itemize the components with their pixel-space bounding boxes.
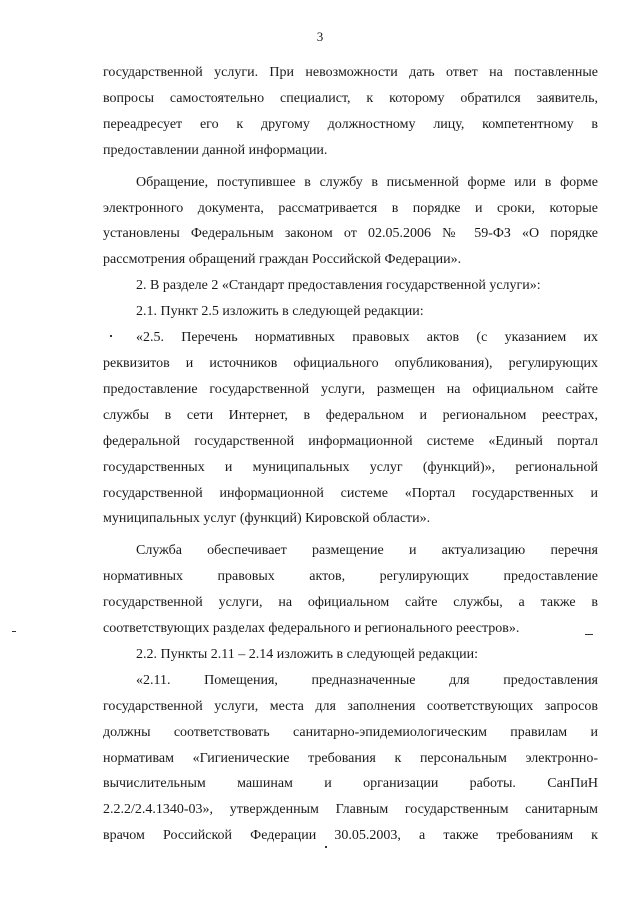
text-line: реквизитов и источников официального опубликования), регулирующих (103, 355, 598, 371)
scan-speck (325, 846, 327, 848)
text-line: государственной услуги, на официальном сайте службы, а также в (103, 595, 598, 611)
document-body (103, 60, 598, 849)
page-number: 3 (316, 29, 324, 44)
text-line: Обращение, поступившее в службу в письменной форме или в форме (136, 174, 598, 190)
text-line: «2.11. Помещения, предназначенные для предоставления (136, 672, 598, 688)
text-line: 2. В разделе 2 «Стандарт предоставления государственной услуги»: (136, 278, 541, 294)
text-line: предоставление государственной услуги, размещен на официальном сайте (103, 381, 598, 397)
text-line: нормативам «Гигиенические требования к персональным электронно- (103, 750, 598, 766)
text-line: 2.1. Пункт 2.5 изложить в следующей редакции: (136, 304, 424, 320)
scan-speck (585, 634, 593, 635)
text-line: государственной услуги. При невозможности дать ответ на поставленные (103, 65, 598, 80)
text-line: государственных и муниципальных услуг (функций)», региональной (103, 459, 598, 475)
text-line: службы в сети Интернет, в федеральном и региональном реестрах, (103, 407, 598, 423)
text-line: нормативных правовых актов, регулирующих предоставление (103, 569, 598, 585)
text-line: предоставлении данной информации. (103, 142, 328, 158)
text-line: электронного документа, рассматривается в порядке и сроки, которые (103, 200, 598, 216)
scan-speck (12, 631, 16, 632)
text-line: соответствующих разделах федерального и регионального реестров». (103, 621, 520, 637)
text-line: вычислительным машинам и организации работы. СанПиН (103, 776, 598, 792)
text-line: врачом Российской Федерации 30.05.2003, а также требованиям к (103, 828, 598, 844)
text-line: государственной информационной системе «Портал государственных и (103, 485, 598, 501)
text-line: 2.2. Пункты 2.11 – 2.14 изложить в следующей редакции: (136, 646, 478, 662)
text-line: федеральной государственной информационной системе «Единый портал (103, 433, 598, 449)
text-line: государственной услуги, места для заполнения соответствующих запросов (103, 698, 598, 714)
scan-speck (110, 335, 112, 337)
text-line: рассмотрения обращений граждан Российской Федерации». (103, 252, 462, 268)
text-line: «2.5. Перечень нормативных правовых актов (с указанием их (136, 330, 598, 346)
text-line: 2.2.2/2.4.1340-03», утвержденным Главным государственным санитарным (103, 802, 598, 818)
text-line: установлены Федеральным законом от 02.05.2006 № 59-ФЗ «О порядке (103, 226, 598, 242)
text-line: муниципальных услуг (функций) Кировской области». (103, 511, 431, 527)
text-line: должны соответствовать санитарно-эпидемиологическим правилам и (103, 724, 598, 740)
text-line: переадресует его к другому должностному лицу, компетентному в (103, 116, 598, 132)
text-line: вопросы самостоятельно специалист, к которому обратился заявитель, (103, 90, 598, 106)
text-line: Служба обеспечивает размещение и актуализацию перечня (136, 543, 598, 559)
